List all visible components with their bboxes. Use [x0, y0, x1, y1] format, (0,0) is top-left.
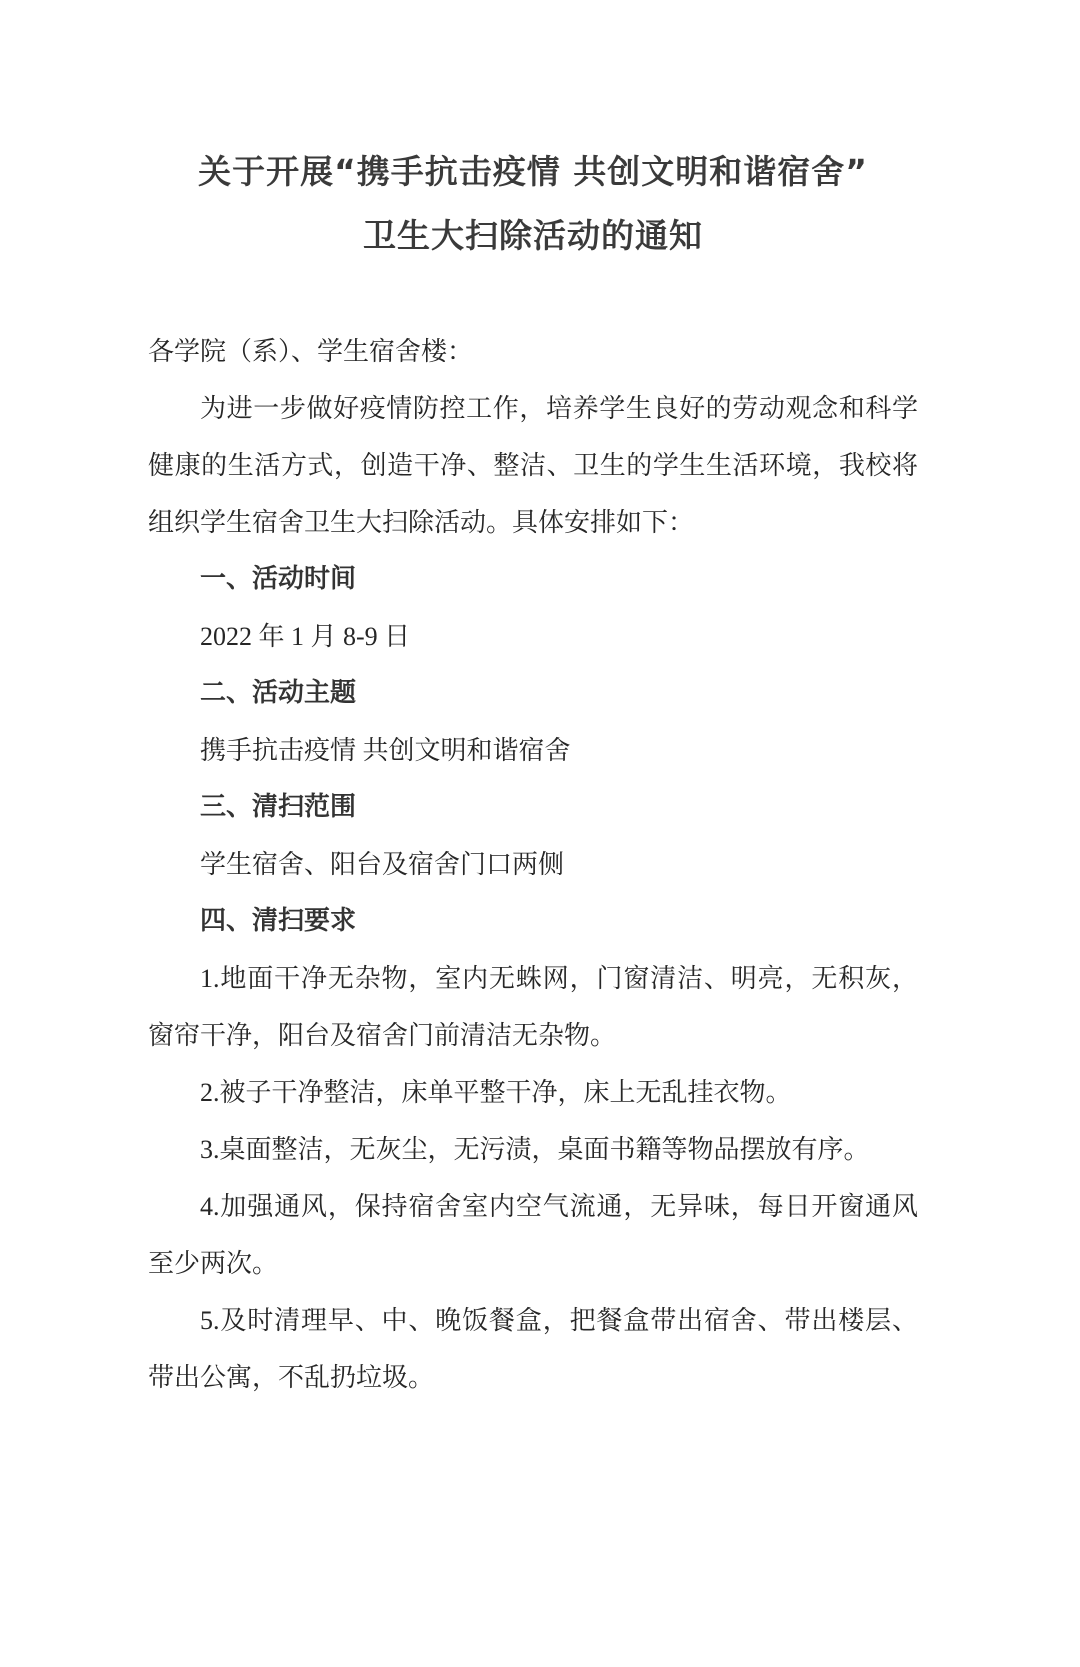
notice-title-line-1: 关于开展“携手抗击疫情 共创文明和谐宿舍”: [198, 152, 868, 191]
section-body-activity-theme: 携手抗击疫情 共创文明和谐宿舍: [200, 736, 571, 765]
requirement-item-2: 2.被子干净整洁，床单平整干净，床上无乱挂衣物。: [200, 1078, 792, 1107]
section-heading-cleaning-requirements: 四、清扫要求: [200, 906, 357, 936]
section-heading-activity-time: 一、活动时间: [200, 564, 357, 594]
requirement-item-1: 1.地面干净无杂物，室内无蛛网，门窗清洁、明亮，无积灰，窗帘干净，阳台及宿舍门前清洁无杂物。: [148, 964, 918, 1050]
section-heading-cleaning-scope: 三、清扫范围: [200, 792, 357, 822]
notice-page: [148, 140, 918, 1406]
section-body-activity-time: 2022 年 1 月 8-9 日: [200, 622, 411, 651]
section-body-cleaning-scope: 学生宿舍、阳台及宿舍门口两侧: [200, 850, 565, 879]
notice-title-line-2: 卫生大扫除活动的通知: [363, 216, 703, 255]
requirement-item-4: 4.加强通风，保持宿舍室内空气流通，无异味，每日开窗通风至少两次。: [148, 1192, 918, 1278]
requirement-item-3: 3.桌面整洁，无灰尘，无污渍，桌面书籍等物品摆放有序。: [200, 1135, 870, 1164]
notice-document: [0, 140, 1080, 1667]
section-heading-activity-theme: 二、活动主题: [200, 678, 357, 708]
requirement-item-5: 5.及时清理早、中、晚饭餐盒，把餐盒带出宿舍、带出楼层、带出公寓，不乱扔垃圾。: [148, 1306, 918, 1392]
notice-title: [148, 140, 918, 268]
salutation-line: 各学院（系）、学生宿舍楼：: [148, 337, 474, 366]
intro-paragraph: 为进一步做好疫情防控工作，培养学生良好的劳动观念和科学健康的生活方式，创造干净、整洁、卫生的学生生活环境，我校将组织学生宿舍卫生大扫除活动。具体安排如下：: [148, 394, 918, 537]
